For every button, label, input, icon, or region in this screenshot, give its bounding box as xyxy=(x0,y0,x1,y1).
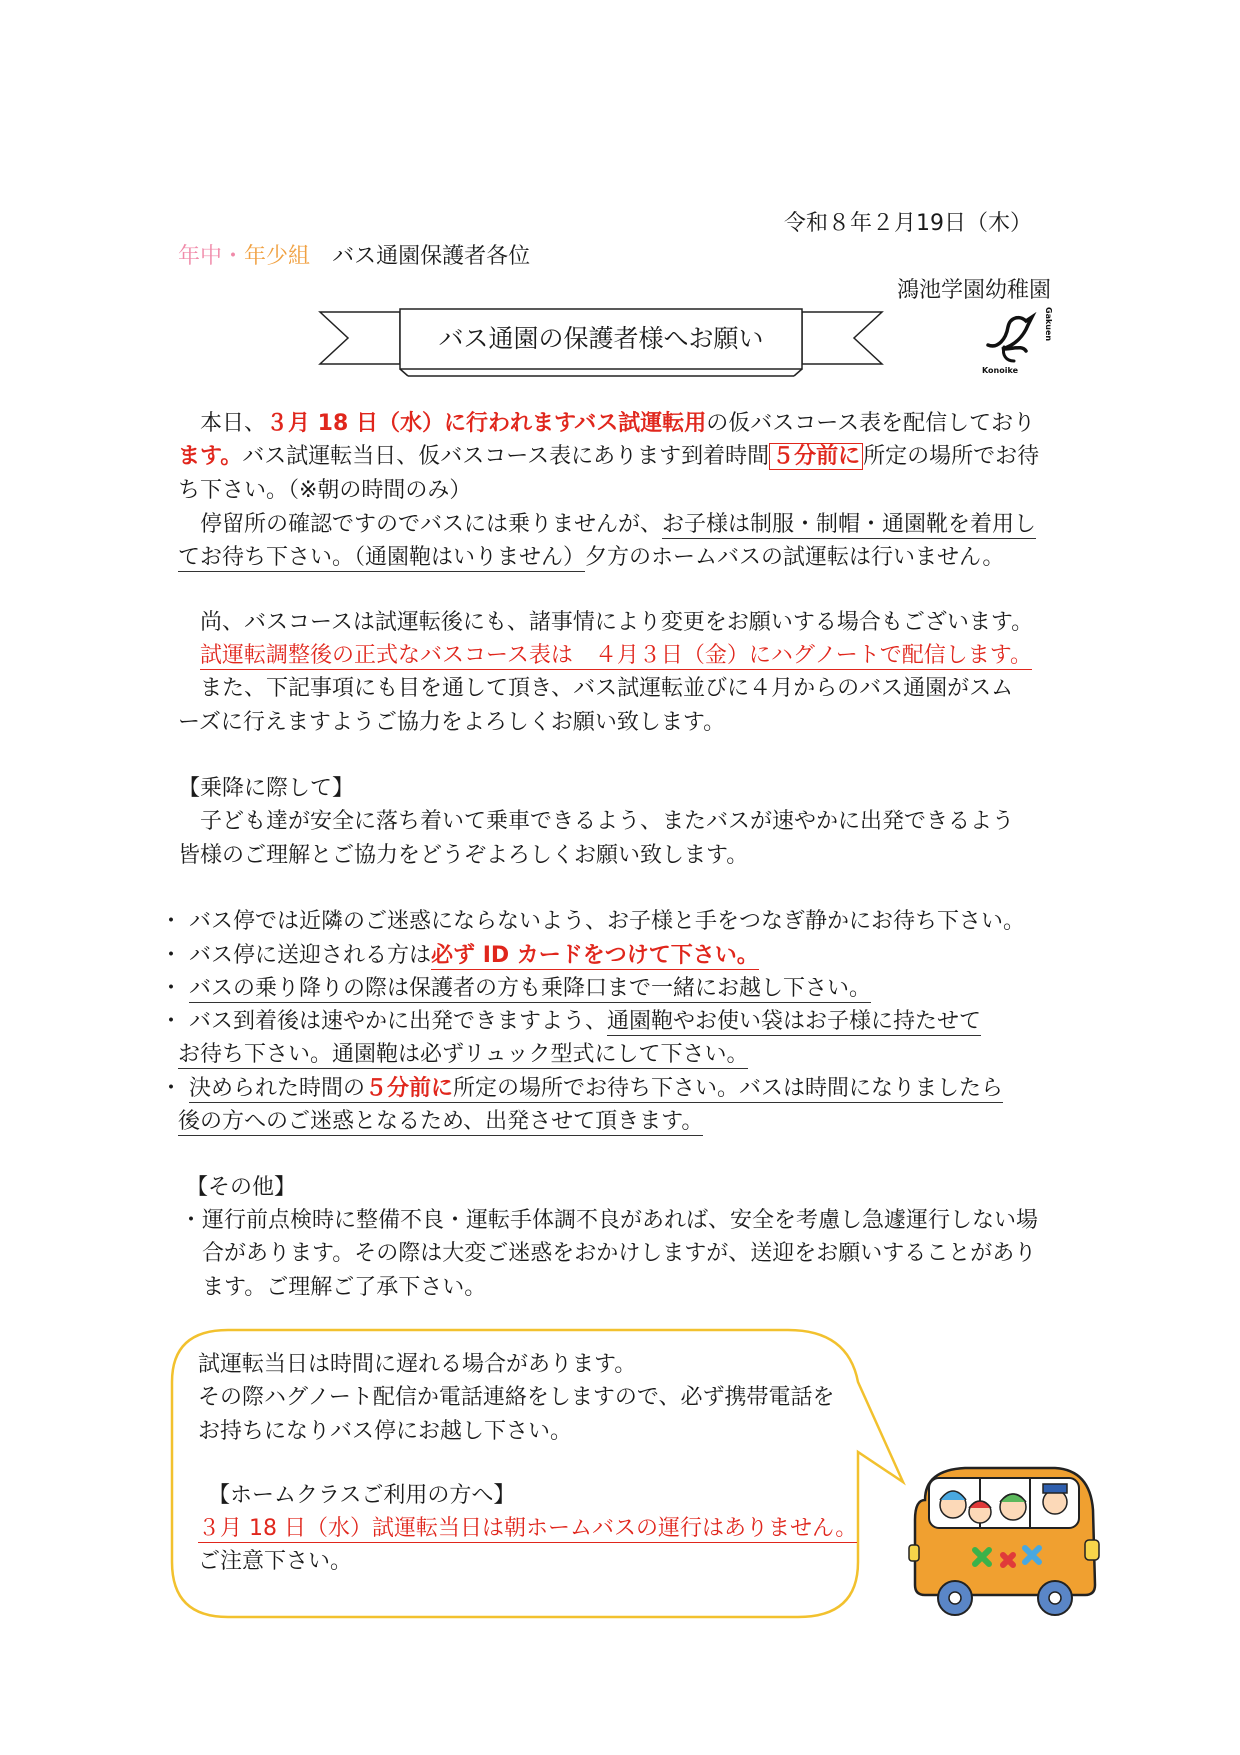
intro-highlight: ３月 18 日（水）に行われますバス試運転用 xyxy=(266,411,707,436)
notice-line-2 xyxy=(200,640,1032,672)
speech-bubble xyxy=(168,1322,908,1622)
intro-text: バス試運転当日、仮バスコース表にあります到着時間 xyxy=(242,444,770,469)
intro-line-3: ち下さい。（※朝の時間のみ） xyxy=(178,478,472,503)
list-item xyxy=(160,1073,1003,1105)
document-date: 令和８年２月19日（木） xyxy=(784,211,1032,236)
bubble-line-4: 【ホームクラスご利用の方へ】 xyxy=(208,1483,516,1508)
five-minutes-before-box: ５分前に xyxy=(769,443,863,470)
title-banner xyxy=(318,307,884,379)
bubble-line-3: お持ちになりバス停にお越し下さい。 xyxy=(198,1419,573,1444)
list-text: バス停では近隣のご迷惑にならないよう、お子様と手をつなぎ静かにお待ち下さい。 xyxy=(189,909,1026,934)
intro-text: 本日、 xyxy=(200,411,267,436)
list-item xyxy=(160,973,871,1005)
svg-text:Konoike: Konoike xyxy=(982,366,1019,375)
other-line-3: ます。ご理解ご了承下さい。 xyxy=(202,1275,487,1300)
svg-text:Gakuen: Gakuen xyxy=(1044,307,1053,342)
other-line-2: 合があります。その際は大変ご迷惑をおかけしますが、送迎をお願いすることがあり xyxy=(202,1241,1037,1266)
intro-text: 夕方のホームバスの試運転は行いません。 xyxy=(585,545,1005,570)
addressee-rest: バス通園保護者各位 xyxy=(332,244,531,269)
intro-text: 停留所の確認ですのでバスには乗りませんが、 xyxy=(200,512,663,537)
bullet: ・ xyxy=(160,1009,183,1034)
other-heading: 【その他】 xyxy=(186,1175,297,1200)
intro-line-2 xyxy=(178,441,1039,473)
list-text-underlined: 通園鞄やお使い袋はお子様に持たせて xyxy=(607,1009,982,1034)
notice-line-4: ーズに行えますようご協力をよろしくお願い致します。 xyxy=(178,710,726,735)
bullet: ・ xyxy=(160,976,183,1001)
list-text: 決められた時間の xyxy=(189,1076,366,1101)
bubble-line-1: 試運転当日は時間に遅れる場合があります。 xyxy=(198,1352,637,1377)
school-logo xyxy=(980,305,1053,375)
sender-name: 鴻池学園幼稚園 xyxy=(897,278,1052,303)
list-item xyxy=(160,906,1025,938)
list-text: バス停に送迎される方は xyxy=(189,943,432,968)
id-card-notice: 必ず ID カードをつけて下さい。 xyxy=(431,943,759,968)
addressee-nenchu: 年中 xyxy=(178,244,223,269)
no-home-bus-notice: ３月 18 日（水）試運転当日は朝ホームバスの運行はありません。 xyxy=(198,1516,858,1541)
list-item-continuation xyxy=(178,1039,748,1071)
list-item xyxy=(160,1006,981,1038)
uniform-note: お子様は制服・制帽・通園靴を着用し xyxy=(662,512,1037,537)
list-text: バスの乗り降りの際は保護者の方も乗降口まで一緒にお越し下さい。 xyxy=(189,976,872,1001)
bullet: ・ xyxy=(160,909,183,934)
notice-line-3: また、下記事項にも目を通して頂き、バス試運転並びに４月からのバス通園がスム xyxy=(200,676,1014,701)
intro-text: 所定の場所でお待 xyxy=(863,444,1040,469)
intro-line-4 xyxy=(200,509,1036,541)
bullet: ・ xyxy=(160,1076,183,1101)
addressee-separator: ・ xyxy=(222,244,245,269)
intro-text: の仮バスコース表を配信しており xyxy=(706,411,1036,436)
school-bus-icon xyxy=(905,1460,1105,1620)
list-text-underlined: お待ち下さい。通園鞄は必ずリュック型式にして下さい。 xyxy=(178,1042,749,1067)
bubble-line-2: その際ハグノート配信か電話連絡をしますので、必ず携帯電話を xyxy=(198,1385,835,1410)
bubble-line-5 xyxy=(198,1513,857,1545)
boarding-line-2: 皆様のご理解とご協力をどうぞよろしくお願い致します。 xyxy=(178,843,749,868)
addressee xyxy=(178,241,530,273)
list-item xyxy=(160,940,759,972)
intro-line-5 xyxy=(178,542,1004,574)
list-item-continuation xyxy=(178,1106,703,1138)
bird-logo-icon xyxy=(980,305,1053,375)
notice-line-1: 尚、バスコースは試運転後にも、諸事情により変更をお願いする場合もございます。 xyxy=(200,610,1034,635)
official-course-notice: 試運転調整後の正式なバスコース表は ４月３日（金）にハグノートで配信します。 xyxy=(200,643,1033,668)
list-text: 所定の場所でお待ち下さい。バスは時間になりましたら xyxy=(453,1076,1004,1101)
boarding-heading: 【乗降に際して】 xyxy=(178,776,355,801)
boarding-line-1: 子ども達が安全に落ち着いて乗車できるよう、またバスが速やかに出発できるよう xyxy=(200,809,1015,834)
bus-illustration xyxy=(905,1460,1105,1620)
list-text: バス到着後は速やかに出発できますよう、 xyxy=(189,1009,608,1034)
intro-highlight: ます。 xyxy=(178,444,243,469)
bubble-line-6: ご注意下さい。 xyxy=(198,1549,353,1574)
other-line-1: ・運行前点検時に整備不良・運転手体調不良があれば、安全を考慮し急遽運行しない場 xyxy=(180,1208,1039,1233)
intro-line-1 xyxy=(200,408,1035,440)
list-text-underlined: 後の方へのご迷惑となるため、出発させて頂きます。 xyxy=(178,1109,704,1134)
banner-title: バス通園の保護者様へお願い xyxy=(438,324,764,353)
five-minutes-before: ５分前に xyxy=(365,1076,454,1101)
uniform-note: てお待ち下さい。（通園鞄はいりません） xyxy=(178,545,586,570)
bullet: ・ xyxy=(160,943,183,968)
addressee-nensho: 年少組 xyxy=(244,244,311,269)
